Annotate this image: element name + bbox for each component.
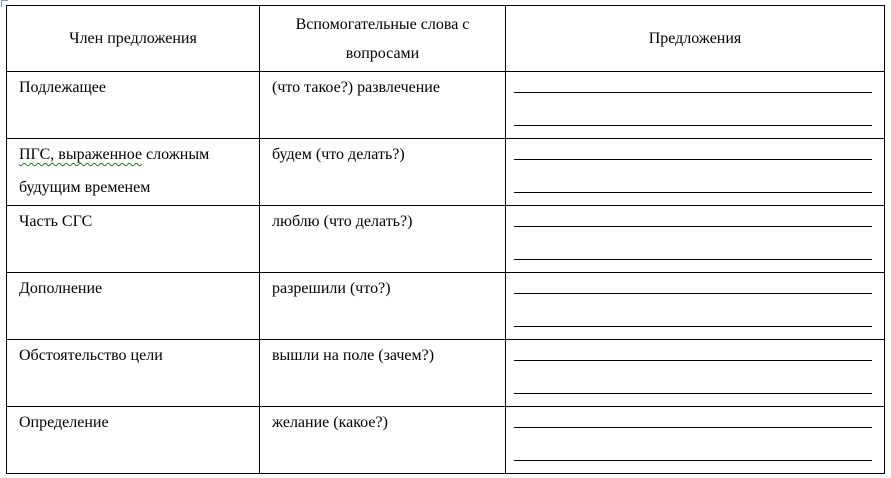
table-row <box>7 72 885 139</box>
member-text: Обстоятельство цели <box>19 347 163 364</box>
helper-cell <box>260 206 506 273</box>
answer-line[interactable] <box>514 326 872 327</box>
member-cell <box>7 72 260 139</box>
helper-cell <box>260 407 506 474</box>
answer-line[interactable] <box>514 226 872 227</box>
helper-cell <box>260 72 506 139</box>
member-cell <box>7 407 260 474</box>
member-cell <box>7 273 260 340</box>
helper-text: люблю (что делать?) <box>272 213 413 230</box>
sentence-cell <box>506 206 885 273</box>
member-text-rest: сложным будущим временем <box>19 146 210 196</box>
member-text: Определение <box>19 414 109 431</box>
sentence-cell <box>506 340 885 407</box>
header-helper-words: Вспомогательные слова с вопросами <box>260 6 506 72</box>
header-member: Член предложения <box>7 6 260 72</box>
sentence-cell <box>506 273 885 340</box>
member-text: Дополнение <box>19 280 103 297</box>
member-text-spellcheck: ПГС, выраженное <box>19 146 143 163</box>
answer-line[interactable] <box>514 192 872 193</box>
helper-text: вышли на поле (зачем?) <box>272 347 435 364</box>
table-row <box>7 139 885 206</box>
member-cell <box>7 340 260 407</box>
helper-text: (что такое?) развлечение <box>272 79 440 96</box>
answer-line[interactable] <box>514 460 872 461</box>
answer-line[interactable] <box>514 159 872 160</box>
answer-line[interactable] <box>514 360 872 361</box>
table-row <box>7 340 885 407</box>
table-row <box>7 206 885 273</box>
sentence-cell <box>506 72 885 139</box>
answer-line[interactable] <box>514 259 872 260</box>
answer-line[interactable] <box>514 125 872 126</box>
header-sentences: Предложения <box>506 6 885 72</box>
sentence-members-table <box>6 5 885 474</box>
helper-cell <box>260 340 506 407</box>
helper-text: желание (какое?) <box>272 414 388 431</box>
answer-line[interactable] <box>514 293 872 294</box>
answer-line[interactable] <box>514 92 872 93</box>
helper-cell <box>260 273 506 340</box>
helper-text: будем (что делать?) <box>272 146 405 163</box>
helper-text: разрешили (что?) <box>272 280 391 297</box>
member-text: Подлежащее <box>19 79 106 96</box>
table-header-row <box>7 6 885 72</box>
member-text <box>7 135 259 204</box>
table-row <box>7 273 885 340</box>
answer-line[interactable] <box>514 393 872 394</box>
sentence-cell <box>506 407 885 474</box>
sentence-cell <box>506 139 885 206</box>
table-row <box>7 407 885 474</box>
answer-line[interactable] <box>514 427 872 428</box>
member-cell <box>7 206 260 273</box>
helper-cell <box>260 139 506 206</box>
member-text: Часть СГС <box>19 213 93 230</box>
member-cell <box>7 139 260 206</box>
